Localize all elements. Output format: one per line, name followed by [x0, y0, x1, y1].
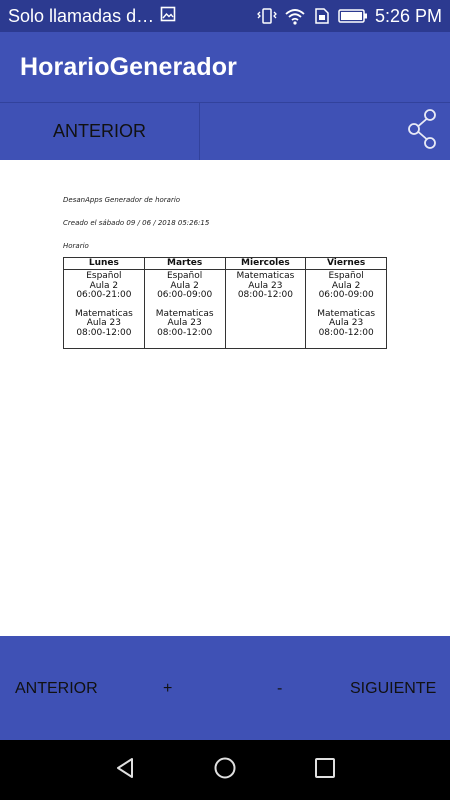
- battery-icon: [338, 8, 368, 24]
- bottom-next-button[interactable]: SIGUIENTE: [350, 680, 437, 697]
- document-page: [63, 196, 388, 349]
- day-header: Viernes: [306, 258, 387, 270]
- class-subject: Matematicas: [74, 308, 133, 319]
- class-entry: [64, 272, 144, 301]
- top-button-bar: [0, 102, 450, 160]
- class-entry: [306, 272, 386, 301]
- class-entry: [226, 272, 306, 301]
- class-time: 06:00-09:00: [157, 290, 213, 301]
- back-icon: [113, 756, 137, 785]
- class-entry: [145, 272, 225, 301]
- system-nav-bar: [0, 740, 450, 800]
- document-section-title: Horario: [63, 242, 89, 250]
- class-time: 06:00-21:00: [76, 290, 132, 301]
- app-bar: [0, 32, 450, 102]
- recents-icon: [314, 757, 336, 784]
- class-entry: [306, 310, 386, 339]
- document-preview: [0, 160, 450, 636]
- day-header: Miercoles: [225, 258, 306, 270]
- class-subject: Matematicas: [155, 308, 214, 319]
- schedule-table: [63, 257, 387, 349]
- schedule-cell-viernes: [306, 270, 387, 349]
- class-subject: Matematicas: [236, 271, 295, 281]
- class-room: Aula 23: [329, 318, 364, 329]
- class-time: 08:00-12:00: [157, 327, 213, 338]
- document-created-date: Creado el sábado 09 / 06 / 2018 05:26:15: [63, 219, 210, 227]
- class-room: Aula 2: [331, 280, 361, 291]
- schedule-cell-martes: [144, 270, 225, 349]
- schedule-cell-lunes: [64, 270, 145, 349]
- notification-text: Solo llamadas d…: [8, 5, 155, 26]
- class-time: 08:00-12:00: [237, 290, 293, 301]
- home-button[interactable]: [209, 754, 241, 786]
- schedule-cell-miercoles: [225, 270, 306, 349]
- class-room: Aula 2: [170, 280, 199, 291]
- status-time: 5:26 PM: [374, 5, 442, 26]
- zoom-out-button[interactable]: -: [277, 680, 283, 697]
- class-time: 06:00-09:00: [318, 290, 374, 301]
- zoom-in-button[interactable]: +: [163, 680, 173, 697]
- share-button[interactable]: [396, 103, 450, 160]
- schedule-row: [64, 270, 387, 349]
- day-header: Lunes: [64, 258, 145, 270]
- schedule-header-row: [64, 258, 387, 270]
- vibrate-icon: [257, 7, 277, 25]
- bottom-previous-button[interactable]: ANTERIOR: [15, 680, 98, 697]
- back-button[interactable]: [109, 754, 141, 786]
- class-room: Aula 23: [248, 280, 283, 291]
- share-icon: [408, 108, 438, 155]
- class-room: Aula 2: [89, 280, 119, 291]
- status-bar: [0, 0, 450, 32]
- class-time: 08:00-12:00: [318, 327, 374, 338]
- document-header: DesanApps Generador de horario: [63, 196, 181, 204]
- class-subject: Matematicas: [317, 308, 376, 319]
- class-room: Aula 23: [167, 318, 202, 329]
- top-bar-spacer: [200, 103, 396, 160]
- home-icon: [213, 756, 237, 785]
- class-time: 08:00-12:00: [76, 327, 132, 338]
- image-icon: [160, 6, 176, 27]
- wifi-icon: [284, 7, 306, 25]
- class-subject: Español: [86, 271, 122, 281]
- bottom-button-bar: [0, 636, 450, 740]
- class-entry: [145, 310, 225, 339]
- class-entry: [64, 310, 144, 339]
- top-previous-label: ANTERIOR: [52, 121, 146, 141]
- day-header: Martes: [144, 258, 225, 270]
- sim-icon: [313, 7, 331, 25]
- app-title: HorarioGenerador: [20, 52, 237, 81]
- top-previous-button[interactable]: [0, 103, 200, 160]
- class-subject: Español: [328, 271, 364, 281]
- recents-button[interactable]: [309, 754, 341, 786]
- class-subject: Español: [166, 271, 203, 281]
- class-room: Aula 23: [86, 318, 121, 329]
